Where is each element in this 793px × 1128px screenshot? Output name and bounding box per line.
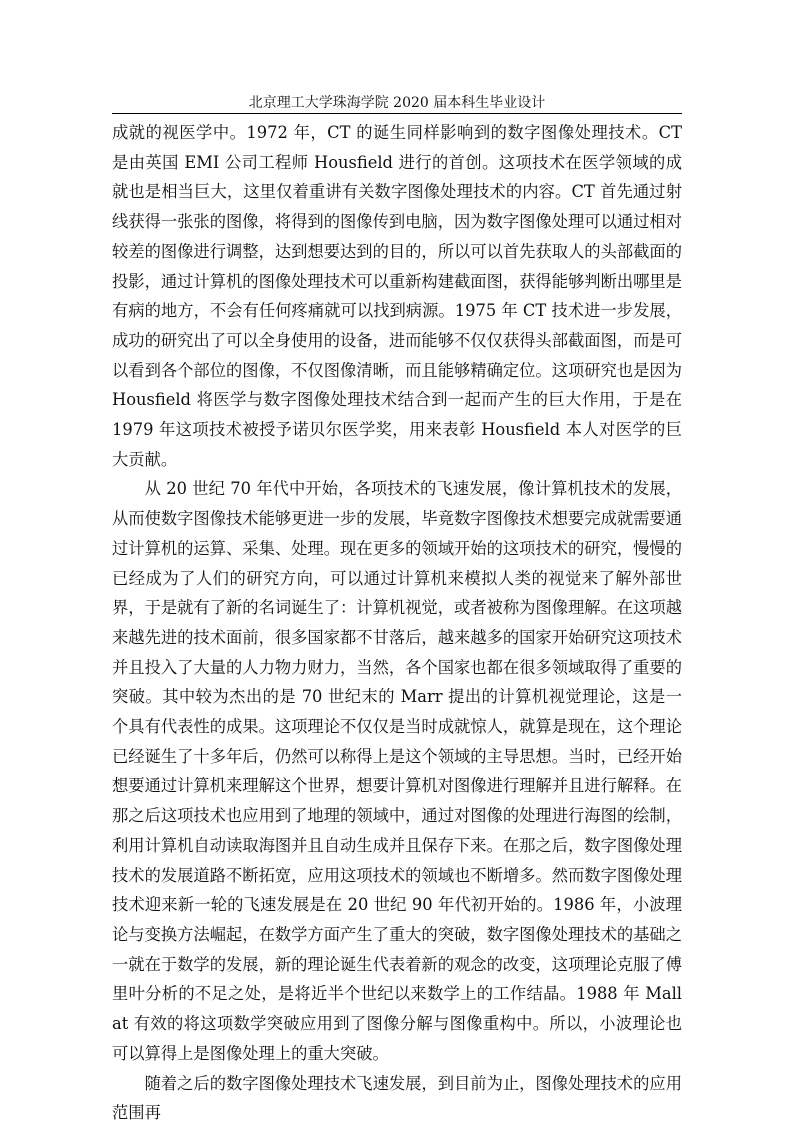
paragraph-computer-vision-history: 从 20 世纪 70 年代中开始，各项技术的飞速发展，像计算机技术的发展，从而使数字图像技术能够更进一步的发展，毕竟数字图像技术想要完成就需要通过计算机的运算、采集、处理。现在更多的领域开始的这项技术的研究，慢慢的已经成为了人们的研究方向，可以通过计算机来模拟人类的视觉来了解外部世界，于是就有了新的名词诞生了：计算机视觉，或者被称为图像理解。在这项越来越先进的技术面前，很多国家都不甘落后，越来越多的国家开始研究这项技术并且投入了大量的人力物力财力，当然，各个国家也都在很多领域取得了重要的突破。其中较为杰出的是 70 世纪末的 Marr 提出的计算机视觉理论，这是一个具有代表性的成果。这项理论不仅仅是当时成就惊人，就算是现在，这个理论已经诞生了十多年后，仍然可以称得上是这个领域的主导思想。当时，已经开始想要通过计算机来理解这个世界，想要计算机对图像进行理解并且进行解释。在那之后这项技术也应用到了地理的领域中，通过对图像的处理进行海图的绘制，利用计算机自动读取海图并且自动生成并且保存下来。在那之后，数字图像处理技术的发展道路不断拓宽，应用这项技术的领域也不断增多。然而数字图像处理技术迎来新一轮的飞速发展是在 20 世纪 90 年代初开始的。1986 年，小波理论与变换方法崛起，在数学方面产生了重大的突破，数字图像处理技术的基础之一就在于数学的发展，新的理论诞生代表着新的观念的改变，这项理论克服了傅里叶分析的不足之处，是将近半个世纪以来数学上的工作结晶。1988 年 Mallat 有效的将这项数学突破应用到了图像分解与图像重构中。所以，小波理论也可以算得上是图像处理上的重大突破。 — [112, 479, 682, 1063]
paragraph-recent-development: 随着之后的数字图像处理技术飞速发展，到目前为止，图像处理技术的应用范围再 — [112, 1073, 682, 1123]
running-header: 北京理工大学珠海学院 2020 届本科生毕业设计 — [112, 93, 682, 114]
paragraph-ct-history: 成就的视医学中。1972 年，CT 的诞生同样影响到的数字图像处理技术。CT 是由英国 EMI 公司工程师 Housfield 进行的首创。这项技术在医学领域的成就也是相当巨大，这里仅着重讲有关数字图像处理技术的内容。CT 首先通过射线获得一张张的图像，将得到的图像传到电脑，因为数字图像处理可以通过相对较差的图像进行调整，达到想要达到的目的，所以可以首先获取人的头部截面的投影，通过计算机的图像处理技术可以重新构建截面图，获得能够判断出哪里是有病的地方，不会有任何疼痛就可以找到病源。1975 年 CT 技术进一步发展，成功的研究出了可以全身使用的设备，进而能够不仅仅获得头部截面图，而是可以看到各个部位的图像，不仅图像清晰，而且能够精确定位。这项研究也是因为 Housfield 将医学与数字图像处理技术结合到一起而产生的巨大作用，于是在 1979 年这项技术被授予诺贝尔医学奖，用来表彰 Housfield 本人对医学的巨大贡献。 — [112, 123, 682, 469]
body-text — [112, 118, 682, 1128]
